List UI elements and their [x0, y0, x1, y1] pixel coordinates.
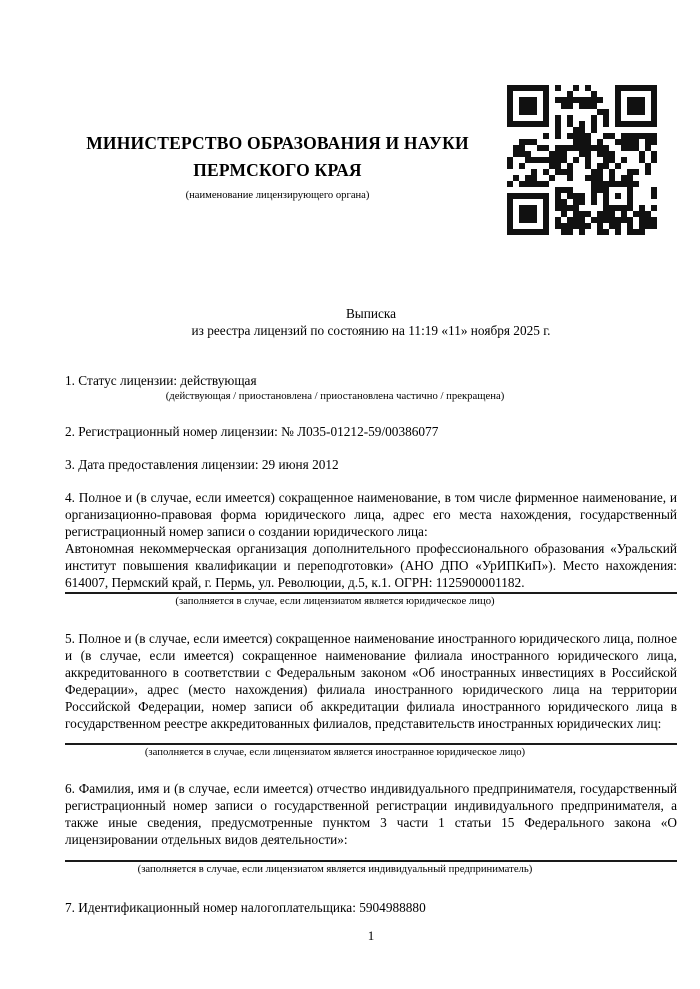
licensing-authority-header	[65, 130, 490, 202]
item-registration-number: 2. Регистрационный номер лицензии: № Л035-01212-59/00386077	[65, 424, 439, 439]
ministry-name-line2: ПЕРМСКОГО КРАЯ	[193, 160, 362, 180]
document-title: Выписка	[345, 306, 397, 321]
legal-entity-caption: (заполняется в случае, если лицензиатом является юридическое лицо)	[175, 595, 495, 607]
item-foreign-entity: 5. Полное и (в случае, если имеется) сокращенное наименование иностранного юридического лица, полное и (в случае, если имеется) сокращенное наименование филиала иностранного юридического лица, аккредитованного в соответствии с Федеральным законом «Об иностранных инвестициях в Российской Федерации», адрес (место нахождения) филиала иностранного юридического лица на территории Российской Федерации, номер записи об аккредитации филиала иностранного юридического лица в государственном реестре аккредитованных филиалов, представительств иностранных юридических лиц:	[65, 631, 677, 731]
item-license-status: 1. Статус лицензии: действующая	[65, 373, 257, 388]
entrepreneur-blank-line	[65, 848, 677, 862]
legal-entity-value: Автономная некоммерческая организация дополнительного профессионального образования «Уральский институт повышения квалификации и переподготовки» (АНО ДПО «УрИПКиП»). Место нахождения: 614007, Пермский край, г. Пермь, ул. Революции, д.5, к.1. ОГРН: 1125900001182.	[65, 540, 677, 594]
ministry-name-line1: МИНИСТЕРСТВО ОБРАЗОВАНИЯ И НАУКИ	[86, 133, 469, 153]
item-entrepreneur: 6. Фамилия, имя и (в случае, если имеется) отчество индивидуального предпринимателя, государственный регистрационный номер записи о государственной регистрации индивидуального предпринимателя, а также иные сведения, предусмотренные пунктом 3 части 1 статьи 15 Федерального закона «О лицензировании отдельных видов деятельности»:	[65, 781, 677, 847]
qr-code	[507, 85, 657, 235]
ministry-name-caption: (наименование лицензирующего органа)	[185, 190, 370, 201]
document-body	[65, 305, 677, 916]
item-taxpayer-number: 7. Идентификационный номер налогоплательщика: 5904988880	[65, 900, 426, 915]
item-legal-entity: 4. Полное и (в случае, если имеется) сокращенное наименование, в том числе фирменное наименование, и организационно-правовая форма юридического лица, адрес его места нахождения, государственный регистрационный номер записи о создании юридического лица:	[65, 490, 677, 539]
foreign-entity-blank-line	[65, 732, 677, 745]
document-subtitle: из реестра лицензий по состоянию на 11:19 «11» ноября 2025 г.	[191, 323, 551, 338]
item-grant-date: 3. Дата предоставления лицензии: 29 июня 2012	[65, 457, 339, 472]
foreign-entity-caption: (заполняется в случае, если лицензиатом является иностранное юридическое лицо)	[144, 746, 526, 758]
license-status-caption: (действующая / приостановлена / приостановлена частично / прекращена)	[165, 390, 505, 402]
entrepreneur-caption: (заполняется в случае, если лицензиатом является индивидуальный предприниматель)	[137, 863, 533, 875]
page-number: 1	[367, 928, 375, 943]
